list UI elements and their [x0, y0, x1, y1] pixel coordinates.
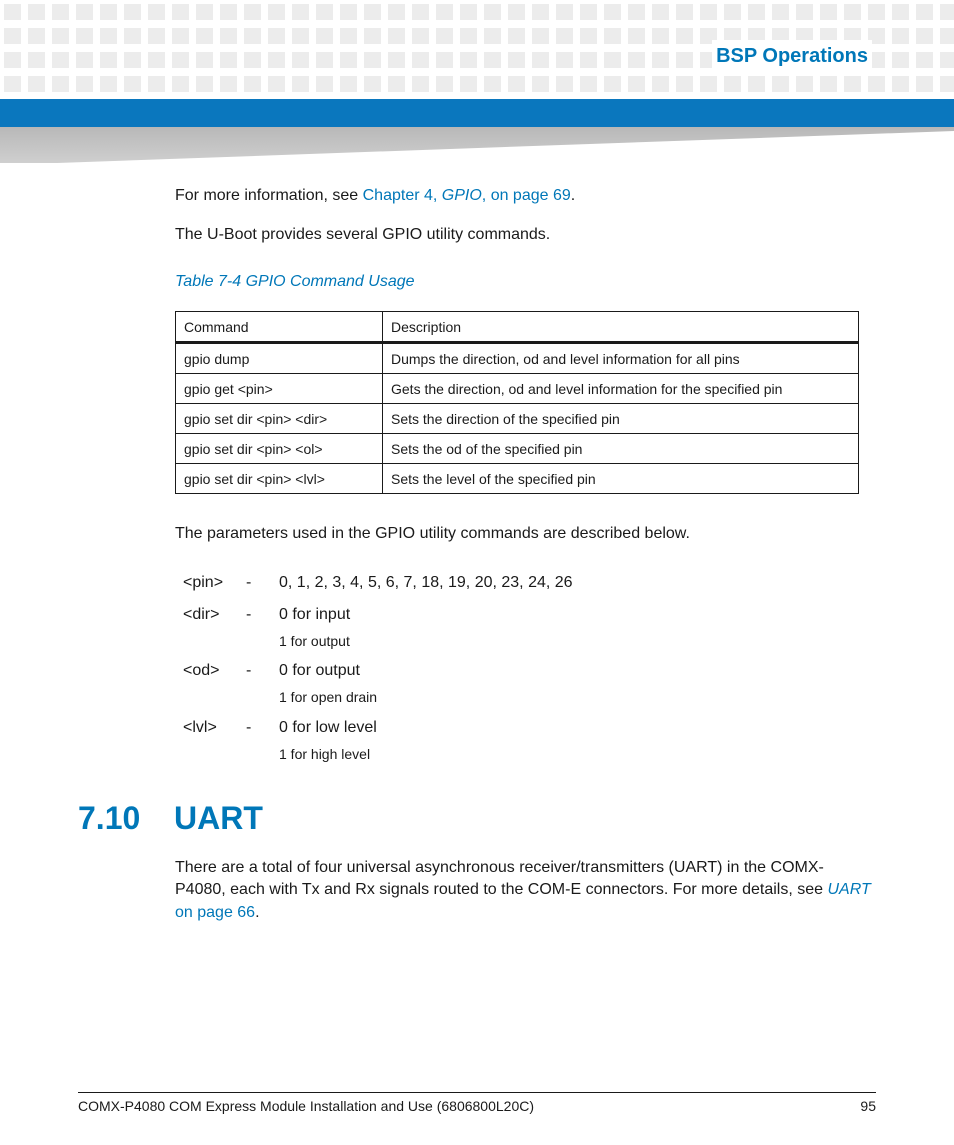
table-header-row	[176, 312, 859, 343]
table-row	[176, 434, 859, 464]
table-row	[176, 464, 859, 494]
table-row	[176, 404, 859, 434]
param-value-dir: 0 for input	[279, 606, 351, 623]
table-cell-command: gpio get <pin>	[176, 374, 383, 404]
section-title: UART	[174, 800, 263, 836]
uart-paragraph-line1: There are a total of four universal asynchronous receiver/transmitters (UART) in the COMX-	[175, 859, 824, 876]
param-dash: -	[246, 662, 252, 679]
table-cell-description: Sets the level of the specified pin	[383, 464, 859, 494]
uart-paragraph-line3	[175, 902, 260, 924]
gpio-command-table	[175, 311, 859, 494]
uart-paragraph-line2	[175, 879, 871, 901]
param-value-pin: 0, 1, 2, 3, 4, 5, 6, 7, 18, 19, 20, 23, 24, 26	[279, 574, 573, 591]
table-row	[176, 374, 859, 404]
running-header-title: BSP Operations	[712, 40, 872, 72]
params-intro: The parameters used in the GPIO utility commands are described below.	[175, 525, 690, 542]
table-row	[176, 343, 859, 374]
footer-rule	[78, 1092, 876, 1093]
param-name-dir: <dir>	[183, 606, 220, 623]
param-dash: -	[246, 606, 252, 623]
uart-paragraph-text: P4080, each with Tx and Rx signals routed to the COM-E connectors. For more details, see	[175, 881, 828, 898]
param-sub-od: 1 for open drain	[279, 689, 378, 705]
param-dash: -	[246, 574, 252, 591]
param-sub-dir: 1 for output	[279, 633, 350, 649]
table-cell-description: Dumps the direction, od and level information for all pins	[383, 343, 859, 374]
chapter-link-title[interactable]: GPIO	[441, 187, 482, 204]
table-caption: Table 7-4 GPIO Command Usage	[175, 273, 415, 290]
footer-document-title: COMX-P4080 COM Express Module Installation and Use (6806800L20C)	[78, 1098, 535, 1114]
footer-page-number: 95	[860, 1098, 876, 1114]
table-cell-description: Sets the direction of the specified pin	[383, 404, 859, 434]
header-blue-bar	[0, 99, 954, 127]
more-info-text: For more information, see	[175, 187, 363, 204]
table-cell-command: gpio set dir <pin> <dir>	[176, 404, 383, 434]
more-info-suffix: .	[570, 187, 576, 204]
param-name-pin: <pin>	[183, 574, 224, 591]
table-cell-description: Sets the od of the specified pin	[383, 434, 859, 464]
param-sub-lvl: 1 for high level	[279, 746, 371, 762]
uart-link[interactable]: UART	[827, 881, 871, 898]
chapter-link-chapter[interactable]: Chapter 4,	[362, 187, 442, 204]
table-cell-description: Gets the direction, od and level information for the specified pin	[383, 374, 859, 404]
table-cell-command: gpio set dir <pin> <ol>	[176, 434, 383, 464]
param-value-od: 0 for output	[279, 662, 360, 679]
table-cell-command: gpio set dir <pin> <lvl>	[176, 464, 383, 494]
table-cell-command: gpio dump	[176, 343, 383, 374]
uart-paragraph-suffix: .	[255, 904, 260, 921]
utility-paragraph: The U-Boot provides several GPIO utility commands.	[175, 226, 551, 243]
param-value-lvl: 0 for low level	[279, 719, 377, 736]
table-header-description: Description	[383, 312, 859, 343]
param-name-od: <od>	[183, 662, 220, 679]
header-gray-swoosh	[0, 127, 954, 163]
param-dash: -	[246, 719, 252, 736]
param-name-lvl: <lvl>	[183, 719, 217, 736]
table-header-command: Command	[176, 312, 383, 343]
chapter-link-page[interactable]: , on page 69	[481, 187, 571, 204]
section-heading	[78, 800, 263, 837]
chapter-link[interactable]	[363, 187, 571, 204]
section-number: 7.10	[78, 800, 141, 836]
more-info-paragraph	[175, 185, 575, 207]
uart-page-link[interactable]: on page 66	[175, 904, 256, 921]
